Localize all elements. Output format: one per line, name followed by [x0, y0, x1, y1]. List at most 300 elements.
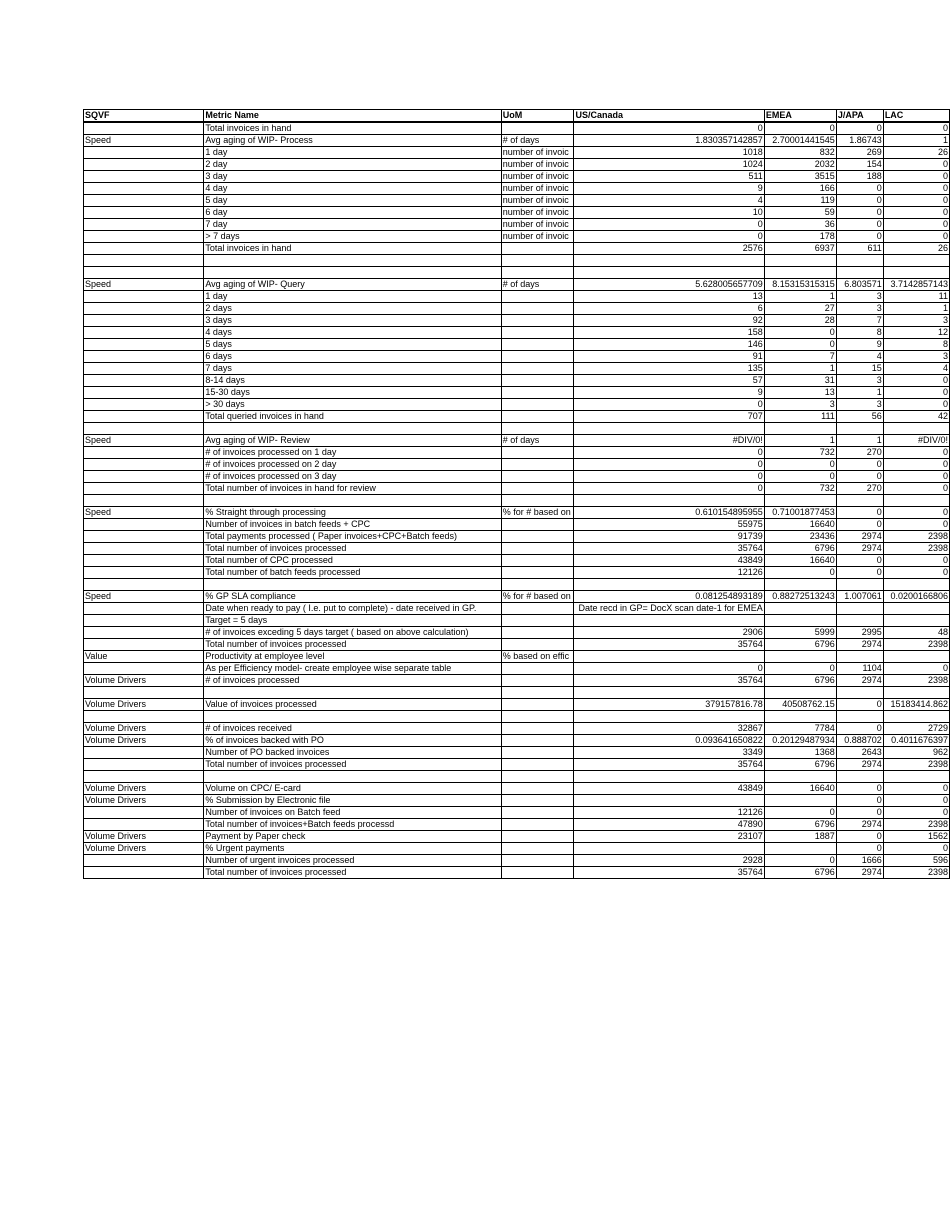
uom-cell[interactable]: [501, 759, 574, 771]
emea-cell[interactable]: 6796: [764, 759, 836, 771]
uom-cell[interactable]: [501, 783, 574, 795]
sqvf-cell[interactable]: [84, 375, 204, 387]
emea-cell[interactable]: 23436: [764, 531, 836, 543]
us-canada-cell[interactable]: 9: [574, 387, 764, 399]
lac-cell[interactable]: 0: [883, 663, 949, 675]
emea-cell[interactable]: 832: [764, 147, 836, 159]
sqvf-cell[interactable]: [84, 339, 204, 351]
emea-cell[interactable]: 0: [764, 567, 836, 579]
sqvf-cell[interactable]: Volume Drivers: [84, 675, 204, 687]
uom-cell[interactable]: % for # based on: [501, 507, 574, 519]
japa-cell[interactable]: [836, 579, 883, 591]
uom-cell[interactable]: number of invoic: [501, 147, 574, 159]
japa-cell[interactable]: 154: [836, 159, 883, 171]
us-canada-cell[interactable]: [574, 267, 764, 279]
japa-cell[interactable]: 269: [836, 147, 883, 159]
metric-name-cell[interactable]: 2 days: [204, 303, 501, 315]
lac-cell[interactable]: 0: [883, 231, 949, 243]
emea-cell[interactable]: 2032: [764, 159, 836, 171]
us-canada-cell[interactable]: 43849: [574, 555, 764, 567]
lac-cell[interactable]: 1: [883, 135, 949, 147]
uom-cell[interactable]: [501, 663, 574, 675]
japa-cell[interactable]: 6.803571: [836, 279, 883, 291]
metric-name-cell[interactable]: [204, 711, 501, 723]
emea-cell[interactable]: 1368: [764, 747, 836, 759]
sqvf-cell[interactable]: [84, 255, 204, 267]
sqvf-cell[interactable]: [84, 411, 204, 423]
sqvf-cell[interactable]: [84, 327, 204, 339]
emea-cell[interactable]: 0.88272513243: [764, 591, 836, 603]
metric-name-cell[interactable]: Total number of invoices in hand for review: [204, 483, 501, 495]
uom-cell[interactable]: [501, 711, 574, 723]
emea-cell[interactable]: [764, 579, 836, 591]
emea-cell[interactable]: 0: [764, 663, 836, 675]
japa-cell[interactable]: 2974: [836, 675, 883, 687]
metric-name-cell[interactable]: As per Efficiency model- create employee wise separate table: [204, 663, 501, 675]
lac-cell[interactable]: [883, 255, 949, 267]
sqvf-cell[interactable]: [84, 531, 204, 543]
emea-cell[interactable]: 40508762.15: [764, 699, 836, 711]
emea-cell[interactable]: 111: [764, 411, 836, 423]
metric-name-cell[interactable]: > 30 days: [204, 399, 501, 411]
uom-cell[interactable]: [501, 819, 574, 831]
uom-cell[interactable]: [501, 447, 574, 459]
lac-cell[interactable]: #DIV/0!: [883, 435, 949, 447]
lac-cell[interactable]: 0: [883, 519, 949, 531]
us-canada-cell[interactable]: [574, 651, 764, 663]
lac-cell[interactable]: 0: [883, 507, 949, 519]
metric-name-cell[interactable]: 1 day: [204, 147, 501, 159]
metric-name-cell[interactable]: 7 day: [204, 219, 501, 231]
us-canada-cell[interactable]: 91739: [574, 531, 764, 543]
japa-cell[interactable]: 3: [836, 375, 883, 387]
emea-cell[interactable]: 3515: [764, 171, 836, 183]
us-canada-cell[interactable]: 1024: [574, 159, 764, 171]
japa-cell[interactable]: 56: [836, 411, 883, 423]
uom-cell[interactable]: [501, 351, 574, 363]
lac-cell[interactable]: 0: [883, 399, 949, 411]
japa-cell[interactable]: [836, 495, 883, 507]
japa-cell[interactable]: 2974: [836, 639, 883, 651]
uom-cell[interactable]: # of days: [501, 435, 574, 447]
metric-name-cell[interactable]: Value of invoices processed: [204, 699, 501, 711]
sqvf-cell[interactable]: [84, 171, 204, 183]
emea-cell[interactable]: [764, 687, 836, 699]
japa-cell[interactable]: 3: [836, 291, 883, 303]
lac-cell[interactable]: 0: [883, 807, 949, 819]
us-canada-cell[interactable]: #DIV/0!: [574, 435, 764, 447]
sqvf-cell[interactable]: [84, 363, 204, 375]
japa-cell[interactable]: 0: [836, 183, 883, 195]
japa-cell[interactable]: 270: [836, 483, 883, 495]
sqvf-cell[interactable]: Volume Drivers: [84, 795, 204, 807]
japa-cell[interactable]: 0: [836, 207, 883, 219]
uom-cell[interactable]: [501, 399, 574, 411]
emea-cell[interactable]: 27: [764, 303, 836, 315]
uom-cell[interactable]: [501, 495, 574, 507]
metric-name-cell[interactable]: Target = 5 days: [204, 615, 501, 627]
lac-cell[interactable]: 4: [883, 363, 949, 375]
sqvf-cell[interactable]: [84, 771, 204, 783]
metric-name-cell[interactable]: 5 day: [204, 195, 501, 207]
metric-name-cell[interactable]: Payment by Paper check: [204, 831, 501, 843]
sqvf-cell[interactable]: [84, 819, 204, 831]
metric-name-cell[interactable]: Total queried invoices in hand: [204, 411, 501, 423]
metric-name-cell[interactable]: 3 days: [204, 315, 501, 327]
sqvf-cell[interactable]: [84, 231, 204, 243]
uom-cell[interactable]: [501, 339, 574, 351]
emea-cell[interactable]: 8.15315315315: [764, 279, 836, 291]
uom-cell[interactable]: [501, 387, 574, 399]
japa-cell[interactable]: 0: [836, 519, 883, 531]
us-canada-cell[interactable]: 146: [574, 339, 764, 351]
metric-name-cell[interactable]: 2 day: [204, 159, 501, 171]
sqvf-cell[interactable]: [84, 147, 204, 159]
lac-cell[interactable]: 15183414.862: [883, 699, 949, 711]
metric-name-cell[interactable]: Total number of invoices+Batch feeds processd: [204, 819, 501, 831]
lac-cell[interactable]: [883, 603, 949, 615]
us-canada-cell[interactable]: 0: [574, 471, 764, 483]
metric-name-cell[interactable]: [204, 255, 501, 267]
emea-cell[interactable]: [764, 255, 836, 267]
us-canada-cell[interactable]: 379157816.78: [574, 699, 764, 711]
japa-cell[interactable]: 2995: [836, 627, 883, 639]
sqvf-cell[interactable]: [84, 159, 204, 171]
lac-cell[interactable]: 12: [883, 327, 949, 339]
emea-cell[interactable]: 732: [764, 483, 836, 495]
japa-cell[interactable]: 0: [836, 122, 883, 135]
lac-cell[interactable]: 3: [883, 351, 949, 363]
lac-cell[interactable]: 2398: [883, 819, 949, 831]
emea-cell[interactable]: 6796: [764, 819, 836, 831]
us-canada-cell[interactable]: [574, 255, 764, 267]
us-canada-cell[interactable]: 91: [574, 351, 764, 363]
lac-cell[interactable]: 11: [883, 291, 949, 303]
uom-cell[interactable]: [501, 363, 574, 375]
uom-cell[interactable]: [501, 831, 574, 843]
uom-cell[interactable]: [501, 483, 574, 495]
lac-cell[interactable]: 0: [883, 387, 949, 399]
emea-cell[interactable]: [764, 603, 836, 615]
us-canada-cell[interactable]: 92: [574, 315, 764, 327]
us-canada-cell[interactable]: 13: [574, 291, 764, 303]
japa-cell[interactable]: 0: [836, 807, 883, 819]
japa-cell[interactable]: 8: [836, 327, 883, 339]
us-canada-cell[interactable]: 0.093641650822: [574, 735, 764, 747]
emea-cell[interactable]: 732: [764, 447, 836, 459]
uom-cell[interactable]: [501, 615, 574, 627]
header-lac[interactable]: LAC: [883, 110, 949, 123]
us-canada-cell[interactable]: 2928: [574, 855, 764, 867]
uom-cell[interactable]: [501, 471, 574, 483]
japa-cell[interactable]: 0: [836, 555, 883, 567]
us-canada-cell[interactable]: 4: [574, 195, 764, 207]
us-canada-cell[interactable]: [574, 579, 764, 591]
metric-name-cell[interactable]: 6 day: [204, 207, 501, 219]
emea-cell[interactable]: [764, 771, 836, 783]
emea-cell[interactable]: 59: [764, 207, 836, 219]
uom-cell[interactable]: [501, 855, 574, 867]
emea-cell[interactable]: [764, 267, 836, 279]
japa-cell[interactable]: 1.007061: [836, 591, 883, 603]
lac-cell[interactable]: [883, 267, 949, 279]
japa-cell[interactable]: 1: [836, 435, 883, 447]
emea-cell[interactable]: 0: [764, 327, 836, 339]
japa-cell[interactable]: 0: [836, 783, 883, 795]
lac-cell[interactable]: 8: [883, 339, 949, 351]
sqvf-cell[interactable]: Speed: [84, 507, 204, 519]
emea-cell[interactable]: 0: [764, 459, 836, 471]
metric-name-cell[interactable]: % GP SLA compliance: [204, 591, 501, 603]
lac-cell[interactable]: 2398: [883, 675, 949, 687]
us-canada-cell[interactable]: 35764: [574, 675, 764, 687]
lac-cell[interactable]: [883, 495, 949, 507]
sqvf-cell[interactable]: Volume Drivers: [84, 843, 204, 855]
us-canada-cell[interactable]: 0: [574, 219, 764, 231]
lac-cell[interactable]: 0: [883, 483, 949, 495]
us-canada-cell[interactable]: Date recd in GP= DocX scan date-1 for EMEA: [574, 603, 764, 615]
us-canada-cell[interactable]: 35764: [574, 759, 764, 771]
lac-cell[interactable]: 0: [883, 207, 949, 219]
uom-cell[interactable]: % for # based on: [501, 591, 574, 603]
metric-name-cell[interactable]: Total payments processed ( Paper invoices+CPC+Batch feeds): [204, 531, 501, 543]
emea-cell[interactable]: 1: [764, 291, 836, 303]
uom-cell[interactable]: [501, 771, 574, 783]
japa-cell[interactable]: 1.86743: [836, 135, 883, 147]
us-canada-cell[interactable]: [574, 495, 764, 507]
metric-name-cell[interactable]: [204, 687, 501, 699]
us-canada-cell[interactable]: [574, 795, 764, 807]
sqvf-cell[interactable]: [84, 627, 204, 639]
japa-cell[interactable]: 2974: [836, 867, 883, 879]
us-canada-cell[interactable]: 0.610154895955: [574, 507, 764, 519]
us-canada-cell[interactable]: 0: [574, 459, 764, 471]
us-canada-cell[interactable]: 57: [574, 375, 764, 387]
sqvf-cell[interactable]: [84, 387, 204, 399]
uom-cell[interactable]: [501, 675, 574, 687]
sqvf-cell[interactable]: Speed: [84, 135, 204, 147]
metric-name-cell[interactable]: # of invoices processed: [204, 675, 501, 687]
us-canada-cell[interactable]: 6: [574, 303, 764, 315]
us-canada-cell[interactable]: [574, 423, 764, 435]
sqvf-cell[interactable]: [84, 759, 204, 771]
us-canada-cell[interactable]: 0: [574, 483, 764, 495]
japa-cell[interactable]: 188: [836, 171, 883, 183]
lac-cell[interactable]: 0: [883, 195, 949, 207]
us-canada-cell[interactable]: 23107: [574, 831, 764, 843]
lac-cell[interactable]: 0: [883, 447, 949, 459]
emea-cell[interactable]: 178: [764, 231, 836, 243]
sqvf-cell[interactable]: [84, 207, 204, 219]
lac-cell[interactable]: [883, 423, 949, 435]
sqvf-cell[interactable]: [84, 867, 204, 879]
sqvf-cell[interactable]: Volume Drivers: [84, 831, 204, 843]
lac-cell[interactable]: 0: [883, 843, 949, 855]
metric-name-cell[interactable]: Total number of invoices processed: [204, 867, 501, 879]
japa-cell[interactable]: 270: [836, 447, 883, 459]
uom-cell[interactable]: [501, 579, 574, 591]
uom-cell[interactable]: [501, 243, 574, 255]
us-canada-cell[interactable]: 707: [574, 411, 764, 423]
lac-cell[interactable]: [883, 651, 949, 663]
japa-cell[interactable]: 2974: [836, 819, 883, 831]
metric-name-cell[interactable]: % Urgent payments: [204, 843, 501, 855]
japa-cell[interactable]: 9: [836, 339, 883, 351]
metric-name-cell[interactable]: # of invoices exceding 5 days target ( based on above calculation): [204, 627, 501, 639]
lac-cell[interactable]: 0: [883, 183, 949, 195]
lac-cell[interactable]: 2398: [883, 531, 949, 543]
japa-cell[interactable]: 0: [836, 219, 883, 231]
sqvf-cell[interactable]: [84, 855, 204, 867]
emea-cell[interactable]: 3: [764, 399, 836, 411]
lac-cell[interactable]: 0: [883, 567, 949, 579]
sqvf-cell[interactable]: Volume Drivers: [84, 699, 204, 711]
lac-cell[interactable]: 0: [883, 795, 949, 807]
japa-cell[interactable]: 2974: [836, 531, 883, 543]
emea-cell[interactable]: 166: [764, 183, 836, 195]
uom-cell[interactable]: number of invoic: [501, 159, 574, 171]
emea-cell[interactable]: 6796: [764, 639, 836, 651]
uom-cell[interactable]: [501, 699, 574, 711]
us-canada-cell[interactable]: 35764: [574, 867, 764, 879]
sqvf-cell[interactable]: [84, 543, 204, 555]
japa-cell[interactable]: 1: [836, 387, 883, 399]
us-canada-cell[interactable]: [574, 771, 764, 783]
us-canada-cell[interactable]: 0: [574, 447, 764, 459]
emea-cell[interactable]: 2.70001441545: [764, 135, 836, 147]
lac-cell[interactable]: 0: [883, 555, 949, 567]
uom-cell[interactable]: number of invoic: [501, 171, 574, 183]
lac-cell[interactable]: 1562: [883, 831, 949, 843]
uom-cell[interactable]: [501, 267, 574, 279]
sqvf-cell[interactable]: [84, 303, 204, 315]
japa-cell[interactable]: 0: [836, 471, 883, 483]
uom-cell[interactable]: [501, 867, 574, 879]
metric-name-cell[interactable]: Number of urgent invoices processed: [204, 855, 501, 867]
lac-cell[interactable]: 2398: [883, 543, 949, 555]
metric-name-cell[interactable]: Avg aging of WIP- Query: [204, 279, 501, 291]
lac-cell[interactable]: 42: [883, 411, 949, 423]
lac-cell[interactable]: 26: [883, 243, 949, 255]
lac-cell[interactable]: 3.7142857143: [883, 279, 949, 291]
emea-cell[interactable]: [764, 843, 836, 855]
header-sqvf[interactable]: SQVF: [84, 110, 204, 123]
emea-cell[interactable]: 119: [764, 195, 836, 207]
uom-cell[interactable]: number of invoic: [501, 195, 574, 207]
uom-cell[interactable]: number of invoic: [501, 183, 574, 195]
emea-cell[interactable]: 31: [764, 375, 836, 387]
sqvf-cell[interactable]: [84, 351, 204, 363]
metric-name-cell[interactable]: [204, 495, 501, 507]
emea-cell[interactable]: [764, 615, 836, 627]
japa-cell[interactable]: 2974: [836, 759, 883, 771]
japa-cell[interactable]: 0.888702: [836, 735, 883, 747]
sqvf-cell[interactable]: [84, 579, 204, 591]
lac-cell[interactable]: [883, 579, 949, 591]
sqvf-cell[interactable]: [84, 219, 204, 231]
japa-cell[interactable]: 611: [836, 243, 883, 255]
metric-name-cell[interactable]: 1 day: [204, 291, 501, 303]
japa-cell[interactable]: 3: [836, 303, 883, 315]
us-canada-cell[interactable]: 0.081254893189: [574, 591, 764, 603]
metric-name-cell[interactable]: Total number of invoices processed: [204, 639, 501, 651]
japa-cell[interactable]: 0: [836, 795, 883, 807]
us-canada-cell[interactable]: 2906: [574, 627, 764, 639]
metric-name-cell[interactable]: Number of invoices on Batch feed: [204, 807, 501, 819]
us-canada-cell[interactable]: 10: [574, 207, 764, 219]
header-uom[interactable]: UoM: [501, 110, 574, 123]
uom-cell[interactable]: [501, 375, 574, 387]
uom-cell[interactable]: % based on effic: [501, 651, 574, 663]
japa-cell[interactable]: [836, 603, 883, 615]
sqvf-cell[interactable]: Speed: [84, 435, 204, 447]
japa-cell[interactable]: 0: [836, 723, 883, 735]
japa-cell[interactable]: 0: [836, 843, 883, 855]
emea-cell[interactable]: 0: [764, 471, 836, 483]
uom-cell[interactable]: [501, 255, 574, 267]
emea-cell[interactable]: 28: [764, 315, 836, 327]
metric-name-cell[interactable]: Volume on CPC/ E-card: [204, 783, 501, 795]
lac-cell[interactable]: 596: [883, 855, 949, 867]
us-canada-cell[interactable]: [574, 615, 764, 627]
metric-name-cell[interactable]: Number of invoices in batch feeds + CPC: [204, 519, 501, 531]
japa-cell[interactable]: 1104: [836, 663, 883, 675]
emea-cell[interactable]: 5999: [764, 627, 836, 639]
lac-cell[interactable]: 0: [883, 171, 949, 183]
emea-cell[interactable]: 0.71001877453: [764, 507, 836, 519]
lac-cell[interactable]: [883, 687, 949, 699]
metric-name-cell[interactable]: % of invoices backed with PO: [204, 735, 501, 747]
uom-cell[interactable]: number of invoic: [501, 207, 574, 219]
japa-cell[interactable]: [836, 687, 883, 699]
japa-cell[interactable]: 4: [836, 351, 883, 363]
metric-name-cell[interactable]: [204, 771, 501, 783]
sqvf-cell[interactable]: [84, 243, 204, 255]
lac-cell[interactable]: 0: [883, 783, 949, 795]
us-canada-cell[interactable]: 1.830357142857: [574, 135, 764, 147]
us-canada-cell[interactable]: [574, 687, 764, 699]
uom-cell[interactable]: [501, 315, 574, 327]
metric-name-cell[interactable]: Avg aging of WIP- Review: [204, 435, 501, 447]
lac-cell[interactable]: 962: [883, 747, 949, 759]
sqvf-cell[interactable]: [84, 195, 204, 207]
sqvf-cell[interactable]: [84, 495, 204, 507]
us-canada-cell[interactable]: 12126: [574, 807, 764, 819]
us-canada-cell[interactable]: 158: [574, 327, 764, 339]
lac-cell[interactable]: 0: [883, 459, 949, 471]
uom-cell[interactable]: [501, 687, 574, 699]
emea-cell[interactable]: 6796: [764, 543, 836, 555]
uom-cell[interactable]: [501, 423, 574, 435]
uom-cell[interactable]: [501, 795, 574, 807]
uom-cell[interactable]: [501, 843, 574, 855]
us-canada-cell[interactable]: 2576: [574, 243, 764, 255]
uom-cell[interactable]: [501, 459, 574, 471]
sqvf-cell[interactable]: [84, 315, 204, 327]
sqvf-cell[interactable]: Value: [84, 651, 204, 663]
metric-name-cell[interactable]: Total invoices in hand: [204, 122, 501, 135]
metric-name-cell[interactable]: > 7 days: [204, 231, 501, 243]
metric-name-cell[interactable]: % Straight through processing: [204, 507, 501, 519]
metric-name-cell[interactable]: 4 days: [204, 327, 501, 339]
us-canada-cell[interactable]: 1018: [574, 147, 764, 159]
uom-cell[interactable]: [501, 627, 574, 639]
uom-cell[interactable]: [501, 555, 574, 567]
japa-cell[interactable]: 0: [836, 567, 883, 579]
sqvf-cell[interactable]: [84, 639, 204, 651]
emea-cell[interactable]: 7784: [764, 723, 836, 735]
us-canada-cell[interactable]: 0: [574, 399, 764, 411]
